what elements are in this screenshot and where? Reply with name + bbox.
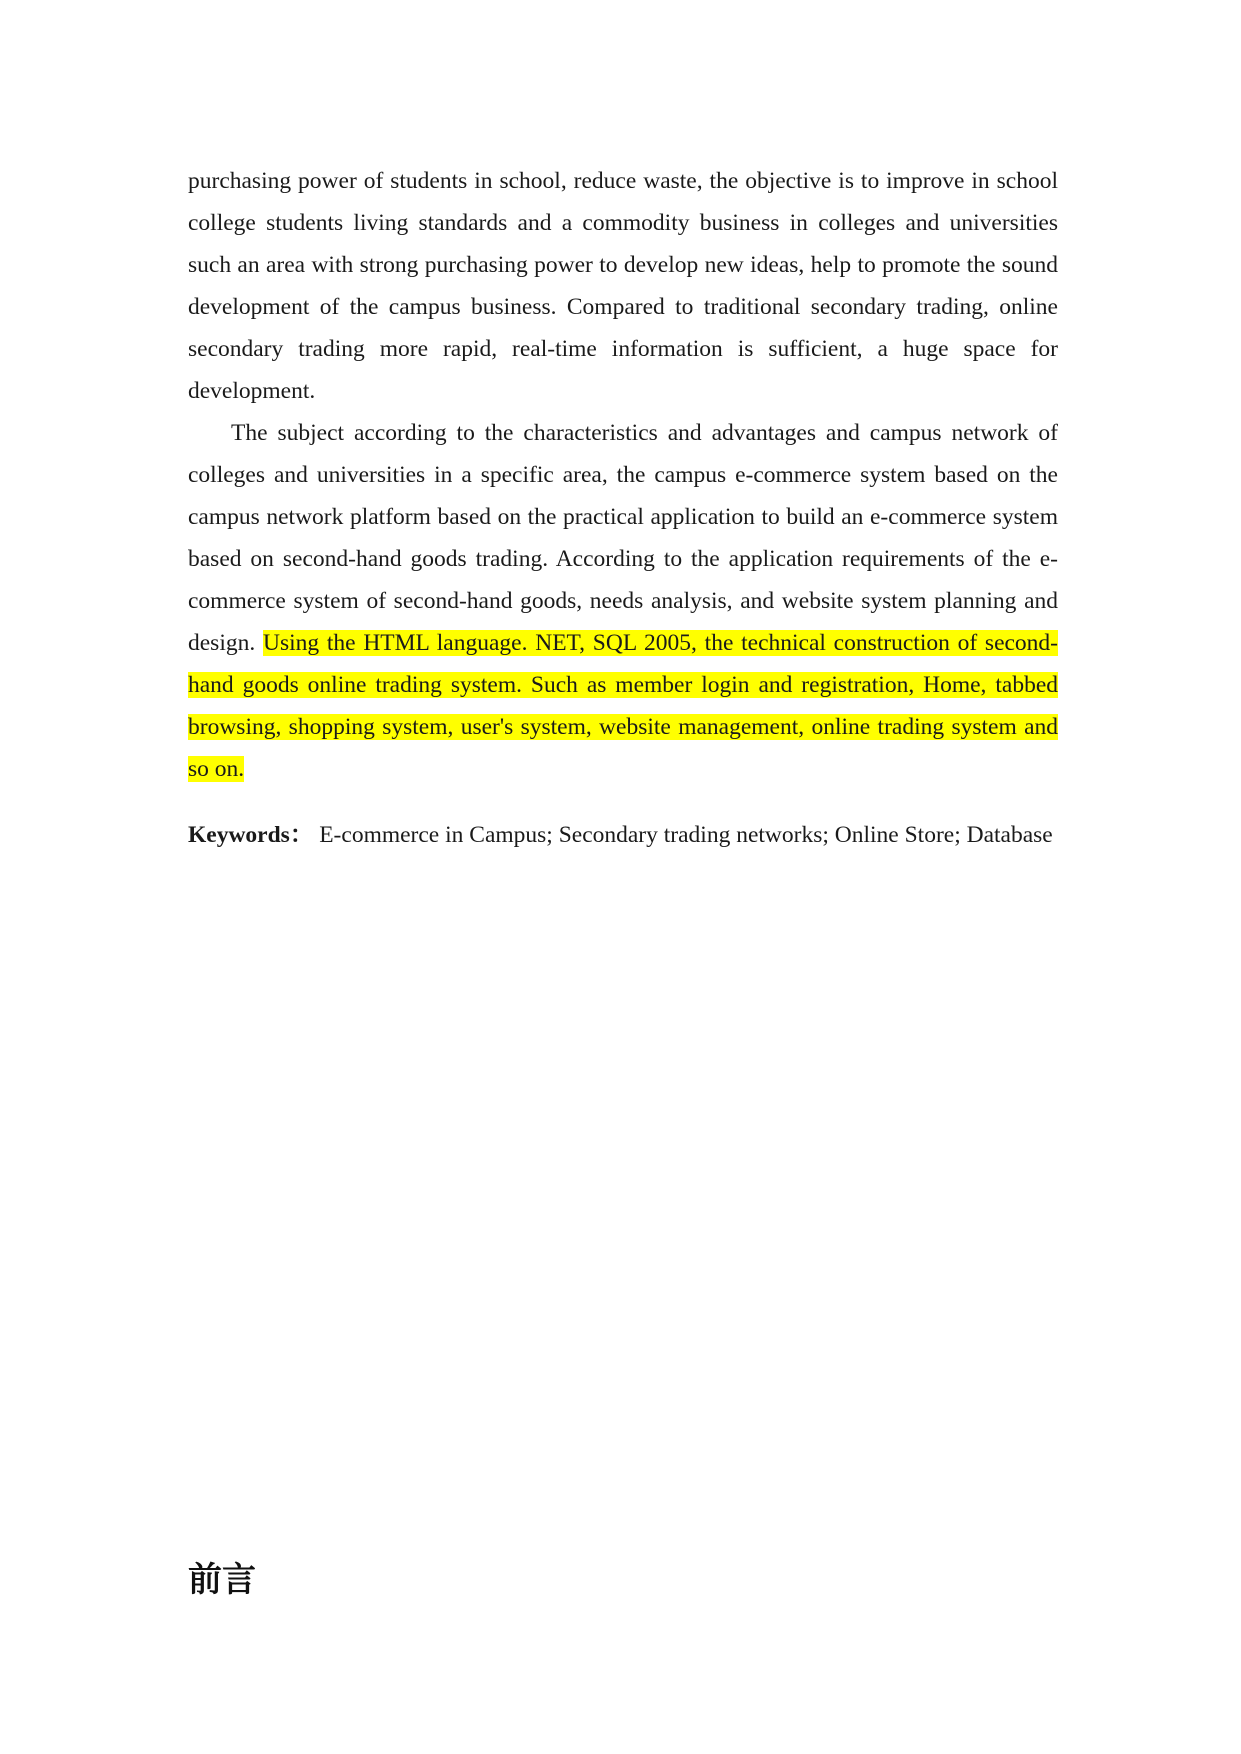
keywords-label: Keywords： [188,822,314,848]
abstract-paragraph-1: purchasing power of students in school, reduce waste, the objective is to improve in school college students living standards and a commodity business in colleges and universities such an area with strong purchasing power to develop new ideas, help to promote the sound development of the campus business. Compared to traditional secondary trading, online secondary trading more rapid, real-time information is sufficient, a huge space for development. [188,168,1058,404]
abstract-paragraph-2-text: The subject according to the characteristics and advantages and campus network of colleges and universities in a specific area, the campus e-commerce system based on the campus network platform based on the practical application to build an e-commerce system based on second-hand goods trading. According to the application requirements of the e-commerce system of second-hand goods, needs analysis, and website system planning and design. [188,420,1058,656]
abstract-body [188,160,1058,790]
highlighted-text: Using the HTML language. NET, SQL 2005, the technical construction of second-hand goods online trading system. Such as member login and registration, Home, tabbed browsing, shopping system, user's system, website management, online trading system and so on. [188,630,1058,782]
abstract-paragraph-2 [188,412,1058,790]
section-heading-preface: 前言 [188,1560,256,1600]
keywords-line [188,817,1058,853]
keywords-text: E-commerce in Campus; Secondary trading networks; Online Store; Database [319,822,1053,848]
